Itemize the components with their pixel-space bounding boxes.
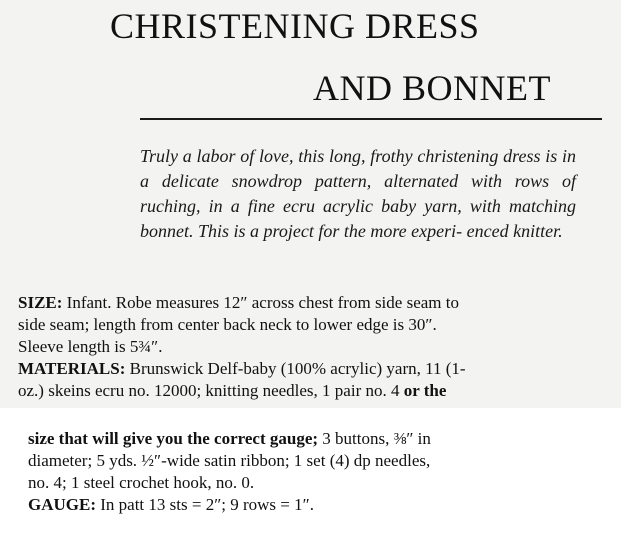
materials-text-3b: 3 buttons, ⅜″ in [318, 429, 431, 448]
materials-line-3 [28, 428, 608, 450]
materials-text-2b: or the [403, 381, 447, 400]
size-line-3: Sleeve length is 5¾″. [18, 337, 163, 356]
size-text-1: Infant. Robe measures 12″ across chest from side seam to [62, 293, 459, 312]
materials-line-5: no. 4; 1 steel crochet hook, no. 0. [28, 473, 255, 492]
materials-line-2 [18, 380, 608, 402]
size-line-1 [18, 292, 608, 314]
page-title-line-1: CHRISTENING DRESS [110, 6, 480, 46]
materials-text-1: Brunswick Delf-baby (100% acrylic) yarn, 11 (1- [125, 359, 466, 378]
materials-continued-section [28, 428, 608, 516]
materials-line-1 [18, 358, 608, 380]
materials-text-2a: oz.) skeins ecru no. 12000; knitting needles, 1 pair no. 4 [18, 381, 404, 400]
gauge-label: GAUGE: [28, 495, 96, 514]
page-title-line-2: AND BONNET [313, 68, 551, 108]
intro-paragraph: Truly a labor of love, this long, frothy christening dress is in a delicate snowdrop pattern, alternated with rows of ruching, in a fine ecru acrylic baby yarn, with matching bonnet. This is a project for the more experi- enced knitter. [140, 146, 576, 241]
gauge-text: In patt 13 sts = 2″; 9 rows = 1″. [96, 495, 314, 514]
size-label: SIZE: [18, 293, 63, 312]
materials-text-3a: size that will give you the correct gauge; [28, 429, 319, 448]
gauge-line [28, 494, 608, 516]
size-materials-section [18, 292, 608, 402]
size-line-2: side seam; length from center back neck to lower edge is 30″. [18, 315, 437, 334]
title-divider [140, 118, 602, 120]
materials-line-4: diameter; 5 yds. ½″-wide satin ribbon; 1 set (4) dp needles, [28, 451, 431, 470]
materials-label: MATERIALS: [18, 359, 126, 378]
